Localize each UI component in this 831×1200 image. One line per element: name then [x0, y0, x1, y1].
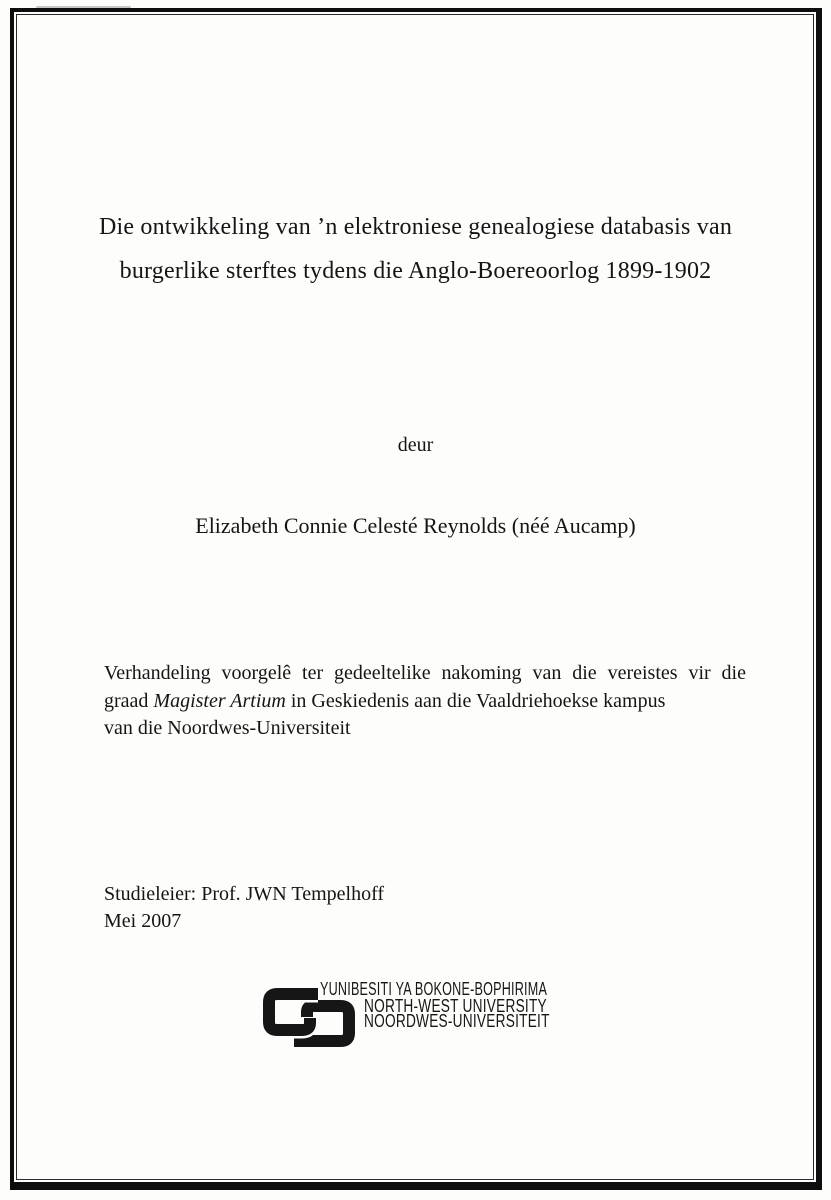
submission-line2 — [104, 688, 746, 716]
supervisor-line: Studieleier: Prof. JWN Tempelhoff — [104, 883, 385, 905]
degree-name-italic: Magister Artium — [153, 689, 286, 712]
supervisor-block — [104, 881, 384, 935]
thesis-title-line2: burgerlike sterftes tydens die Anglo-Boereoorlog 1899-1902 — [119, 258, 712, 284]
submission-line2-suffix: in Geskiedenis aan die Vaaldriehoekse kampus — [285, 689, 666, 712]
byline-label: deur — [397, 434, 434, 456]
submission-line2-prefix: graad — [104, 689, 154, 712]
submission-line1: Verhandeling voorgelê ter gedeeltelike nakoming van die vereistes vir die — [104, 662, 746, 684]
logo-text-english: NORTH-WEST UNIVERSITY — [364, 996, 547, 1016]
logo-text-afrikaans: NOORDWES-UNIVERSITEIT — [364, 1011, 550, 1031]
date-line: Mei 2007 — [104, 910, 182, 932]
logo-text-setswana: YUNIBESITI YA BOKONE-BOPHIRIMA — [320, 979, 548, 999]
submission-line3: van die Noordwes-Universiteit — [104, 717, 351, 739]
thesis-title-line1: Die ontwikkeling van ’n elektroniese genealogiese databasis van — [98, 214, 733, 240]
author-name: Elizabeth Connie Celesté Reynolds (néé Aucamp) — [195, 513, 636, 538]
submission-statement — [104, 660, 746, 743]
